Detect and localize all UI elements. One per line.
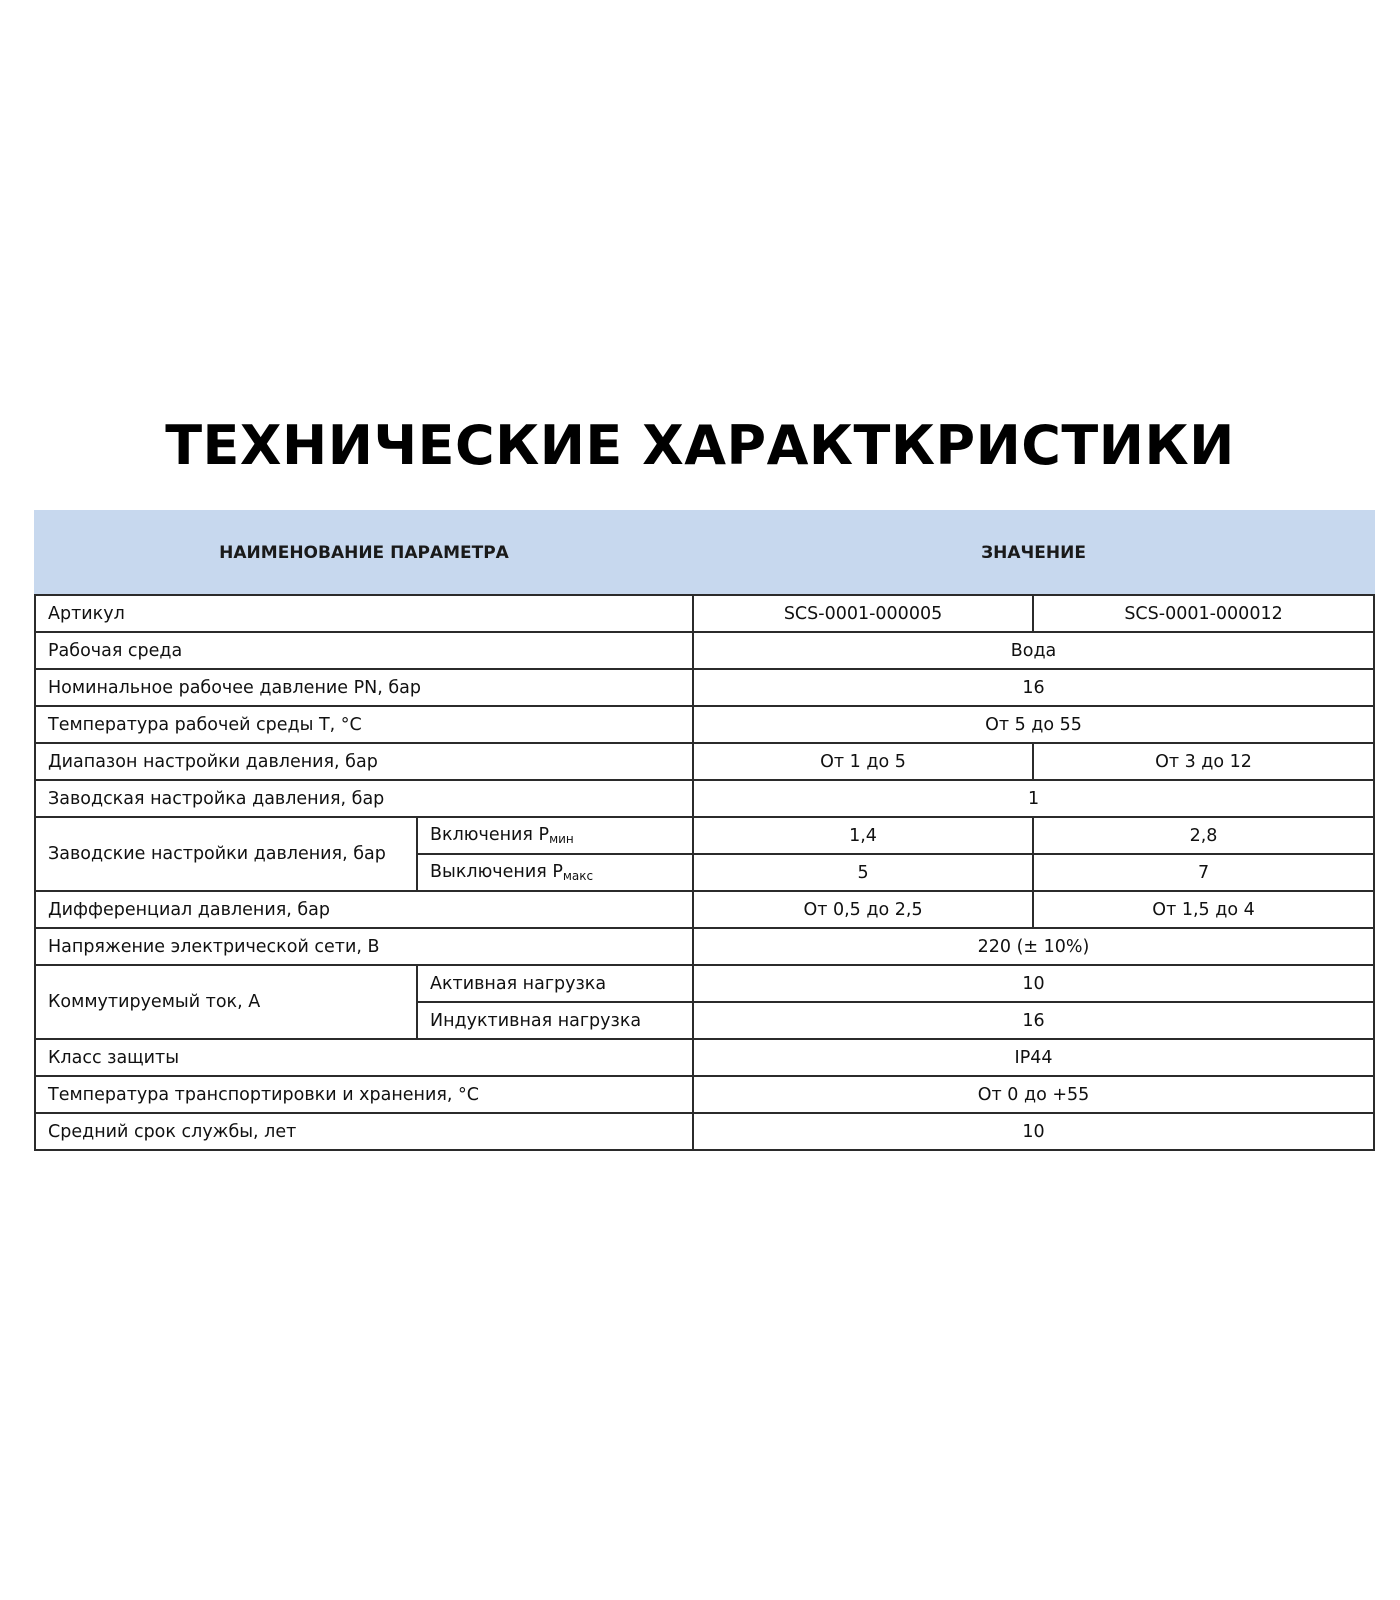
table-row (35, 928, 1374, 965)
param-active-load: Активная нагрузка (417, 965, 693, 1002)
table-row (35, 965, 1374, 1002)
value-switch-on-1: 1,4 (693, 817, 1033, 854)
value-active-load: 10 (693, 965, 1374, 1002)
table-row (35, 1113, 1374, 1150)
switch-on-label: Включения P (430, 825, 550, 845)
value-differential-2: От 1,5 до 4 (1033, 891, 1374, 928)
param-switch-off (417, 854, 693, 891)
param-storage-temp: Температура транспортировки и хранения, °С (35, 1076, 693, 1113)
table-row (35, 1076, 1374, 1113)
header-param: НАИМЕНОВАНИЕ ПАРАМЕТРА (35, 511, 693, 595)
table-row (35, 706, 1374, 743)
switch-off-label: Выключения P (430, 862, 563, 882)
table-row (35, 632, 1374, 669)
value-inductive-load: 16 (693, 1002, 1374, 1039)
value-pressure-nominal: 16 (693, 669, 1374, 706)
param-service-life: Средний срок службы, лет (35, 1113, 693, 1150)
value-range-2: От 3 до 12 (1033, 743, 1374, 780)
table-row (35, 891, 1374, 928)
value-switch-off-1: 5 (693, 854, 1033, 891)
param-factory-pressure: Заводская настройка давления, бар (35, 780, 693, 817)
value-switch-off-2: 7 (1033, 854, 1374, 891)
switch-on-sub: мин (549, 832, 574, 846)
table-row (35, 595, 1374, 632)
value-voltage: 220 (± 10%) (693, 928, 1374, 965)
header-value: ЗНАЧЕНИЕ (693, 511, 1374, 595)
param-voltage: Напряжение электрической сети, В (35, 928, 693, 965)
param-pressure-nominal: Номинальное рабочее давление PN, бар (35, 669, 693, 706)
value-switch-on-2: 2,8 (1033, 817, 1374, 854)
value-protection: IP44 (693, 1039, 1374, 1076)
table-row (35, 780, 1374, 817)
param-temperature: Температура рабочей среды Т, °С (35, 706, 693, 743)
value-article-2: SCS-0001-000012 (1033, 595, 1374, 632)
param-inductive-load: Индуктивная нагрузка (417, 1002, 693, 1039)
table-row (35, 743, 1374, 780)
value-service-life: 10 (693, 1113, 1374, 1150)
param-factory-settings: Заводские настройки давления, бар (35, 817, 417, 891)
param-differential: Дифференциал давления, бар (35, 891, 693, 928)
value-differential-1: От 0,5 до 2,5 (693, 891, 1033, 928)
param-current: Коммутируемый ток, А (35, 965, 417, 1039)
value-storage-temp: От 0 до +55 (693, 1076, 1374, 1113)
value-temperature: От 5 до 55 (693, 706, 1374, 743)
table-row (35, 669, 1374, 706)
value-medium: Вода (693, 632, 1374, 669)
param-protection: Класс защиты (35, 1039, 693, 1076)
param-medium: Рабочая среда (35, 632, 693, 669)
table-row (35, 1039, 1374, 1076)
value-article-1: SCS-0001-000005 (693, 595, 1033, 632)
table-header-row (35, 511, 1374, 595)
value-factory-pressure: 1 (693, 780, 1374, 817)
table-row (35, 817, 1374, 854)
specifications-table (34, 510, 1375, 1151)
switch-off-sub: макс (562, 869, 594, 883)
param-range: Диапазон настройки давления, бар (35, 743, 693, 780)
param-article: Артикул (35, 595, 693, 632)
param-switch-on (417, 817, 693, 854)
value-range-1: От 1 до 5 (693, 743, 1033, 780)
page-title: ТЕХНИЧЕСКИЕ ХАРАКТКРИСТИКИ (165, 414, 1235, 477)
